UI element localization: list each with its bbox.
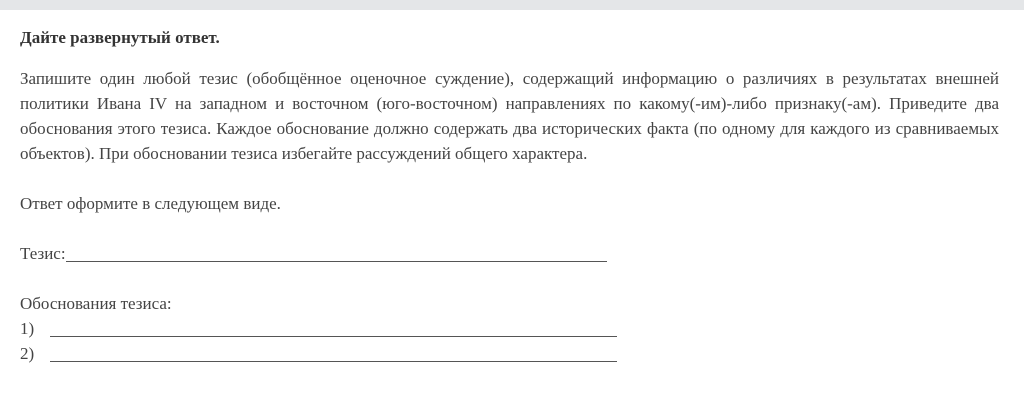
thesis-label: Тезис: [20, 244, 66, 263]
justification-item-2 [20, 341, 617, 366]
justification-item-1 [20, 316, 617, 341]
task-heading: Дайте развернутый ответ. [20, 28, 220, 47]
justification-answer-line-2 [50, 341, 617, 362]
task-card [0, 10, 1024, 405]
justification-label: Обоснования тезиса: [20, 294, 172, 313]
justification-number: 2) [20, 344, 35, 363]
task-question: Запишите один любой тезис (обобщённое оценочное суждение), содержащий информацию о различиях в результатах внешней политики Ивана IV на западном и восточном (юго-восточном) направлениях по какому(-им)-либо признаку(-ам). Приведите два обоснования этого тезиса. Каждое обоснование должно содержать два исторических факта (по одному для каждого из сравниваемых объектов). При обосновании тезиса избегайте рассуждений общего характера. [20, 69, 999, 163]
thesis-answer-line [66, 241, 607, 262]
format-instruction: Ответ оформите в следующем виде. [20, 194, 281, 213]
thesis-row [20, 241, 607, 266]
justification-number: 1) [20, 319, 35, 338]
top-bar [0, 0, 1024, 10]
justification-answer-line-1 [50, 316, 617, 337]
